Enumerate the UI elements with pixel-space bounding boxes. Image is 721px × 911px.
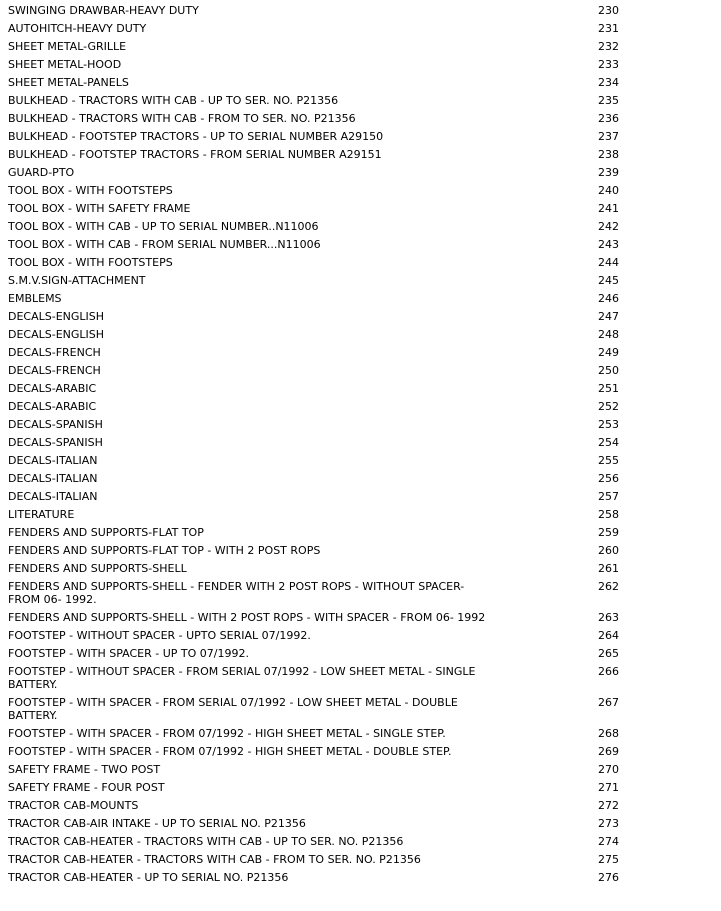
toc-entry-title[interactable]: BULKHEAD - TRACTORS WITH CAB - UP TO SER. NO. P21356 xyxy=(8,94,339,107)
toc-row[interactable] xyxy=(0,471,721,489)
toc-entry-page[interactable]: 252 xyxy=(598,400,619,413)
toc-entry-title[interactable]: FOOTSTEP - WITHOUT SPACER - FROM SERIAL 07/1992 - LOW SHEET METAL - SINGLE BATTERY. xyxy=(8,665,476,691)
toc-entry-title[interactable]: FOOTSTEP - WITHOUT SPACER - UPTO SERIAL 07/1992. xyxy=(8,629,311,642)
toc-entry-title[interactable]: AUTOHITCH-HEAVY DUTY xyxy=(8,22,147,35)
toc-row[interactable] xyxy=(0,870,721,888)
toc-row[interactable] xyxy=(0,183,721,201)
toc-entry-page[interactable]: 248 xyxy=(598,328,619,341)
toc-entry-page[interactable]: 272 xyxy=(598,799,619,812)
toc-row[interactable] xyxy=(0,744,721,762)
toc-entry-title[interactable]: TRACTOR CAB-HEATER - TRACTORS WITH CAB - UP TO SER. NO. P21356 xyxy=(8,835,404,848)
toc-entry-page[interactable]: 246 xyxy=(598,292,619,305)
toc-row[interactable] xyxy=(0,695,721,726)
toc-entry-page[interactable]: 250 xyxy=(598,364,619,377)
toc-row[interactable] xyxy=(0,273,721,291)
toc-entry-page[interactable]: 256 xyxy=(598,472,619,485)
toc-entry-page[interactable]: 257 xyxy=(598,490,619,503)
toc-row[interactable] xyxy=(0,345,721,363)
toc-row[interactable] xyxy=(0,75,721,93)
toc-entry-title[interactable]: DECALS-ITALIAN xyxy=(8,472,98,485)
toc-row[interactable] xyxy=(0,363,721,381)
toc-entry-title[interactable]: DECALS-FRENCH xyxy=(8,346,101,359)
toc-entry-page[interactable]: 243 xyxy=(598,238,619,251)
toc-entry-title[interactable]: DECALS-ENGLISH xyxy=(8,310,105,323)
toc-row[interactable] xyxy=(0,543,721,561)
toc-row[interactable] xyxy=(0,291,721,309)
toc-entry-page[interactable]: 251 xyxy=(598,382,619,395)
toc-entry-title[interactable]: DECALS-ENGLISH xyxy=(8,328,105,341)
toc-row[interactable] xyxy=(0,237,721,255)
toc-entry-page[interactable]: 271 xyxy=(598,781,619,794)
toc-entry-title[interactable]: SHEET METAL-PANELS xyxy=(8,76,129,89)
toc-row[interactable] xyxy=(0,852,721,870)
toc-entry-title[interactable]: DECALS-SPANISH xyxy=(8,418,103,431)
toc-row[interactable] xyxy=(0,664,721,695)
toc-entry-title[interactable]: SAFETY FRAME - FOUR POST xyxy=(8,781,165,794)
toc-entry-page[interactable]: 240 xyxy=(598,184,619,197)
toc-row[interactable] xyxy=(0,93,721,111)
toc-entry-page[interactable]: 236 xyxy=(598,112,619,125)
toc-entry-page[interactable]: 260 xyxy=(598,544,619,557)
toc-entry-page[interactable]: 263 xyxy=(598,611,619,624)
toc-entry-title[interactable]: SHEET METAL-HOOD xyxy=(8,58,122,71)
toc-entry-title[interactable]: SHEET METAL-GRILLE xyxy=(8,40,127,53)
toc-entry-page[interactable]: 268 xyxy=(598,727,619,740)
toc-row[interactable] xyxy=(0,3,721,21)
toc-entry-page[interactable]: 242 xyxy=(598,220,619,233)
toc-entry-title[interactable]: FOOTSTEP - WITH SPACER - FROM SERIAL 07/1992 - LOW SHEET METAL - DOUBLE BATTERY. xyxy=(8,696,458,722)
toc-entry-title[interactable]: DECALS-ARABIC xyxy=(8,382,97,395)
toc-entry-page[interactable]: 266 xyxy=(598,665,619,678)
toc-row[interactable] xyxy=(0,435,721,453)
toc-row[interactable] xyxy=(0,165,721,183)
toc-entry-page[interactable]: 233 xyxy=(598,58,619,71)
toc-entry-title[interactable]: DECALS-ARABIC xyxy=(8,400,97,413)
toc-entry-title[interactable]: FOOTSTEP - WITH SPACER - FROM 07/1992 - HIGH SHEET METAL - SINGLE STEP. xyxy=(8,727,446,740)
toc-entry-title[interactable]: BULKHEAD - FOOTSTEP TRACTORS - FROM SERIAL NUMBER A29151 xyxy=(8,148,382,161)
toc-entry-page[interactable]: 267 xyxy=(598,696,619,709)
toc-entry-title[interactable]: FOOTSTEP - WITH SPACER - FROM 07/1992 - HIGH SHEET METAL - DOUBLE STEP. xyxy=(8,745,452,758)
toc-entry-title[interactable]: FOOTSTEP - WITH SPACER - UP TO 07/1992. xyxy=(8,647,249,660)
toc-entry-page[interactable]: 273 xyxy=(598,817,619,830)
toc-entry-page[interactable]: 262 xyxy=(598,580,619,593)
toc-entry-title[interactable]: TOOL BOX - WITH SAFETY FRAME xyxy=(8,202,191,215)
toc-row[interactable] xyxy=(0,453,721,471)
toc-entry-title[interactable]: FENDERS AND SUPPORTS-SHELL - FENDER WITH 2 POST ROPS - WITHOUT SPACER- FROM 06- 1992. xyxy=(8,580,465,606)
toc-row[interactable] xyxy=(0,111,721,129)
toc-entry-title[interactable]: FENDERS AND SUPPORTS-FLAT TOP xyxy=(8,526,204,539)
toc-row[interactable] xyxy=(0,561,721,579)
toc-entry-page[interactable]: 232 xyxy=(598,40,619,53)
toc-row[interactable] xyxy=(0,327,721,345)
toc-entry-page[interactable]: 231 xyxy=(598,22,619,35)
toc-row[interactable] xyxy=(0,798,721,816)
toc-entry-page[interactable]: 255 xyxy=(598,454,619,467)
toc-entry-title[interactable]: TRACTOR CAB-HEATER - UP TO SERIAL NO. P21356 xyxy=(8,871,289,884)
toc-entry-page[interactable]: 238 xyxy=(598,148,619,161)
toc-entry-title[interactable]: DECALS-SPANISH xyxy=(8,436,103,449)
toc-row[interactable] xyxy=(0,579,721,610)
toc-row[interactable] xyxy=(0,762,721,780)
toc-row[interactable] xyxy=(0,309,721,327)
toc-row[interactable] xyxy=(0,147,721,165)
toc-entry-title[interactable]: FENDERS AND SUPPORTS-FLAT TOP - WITH 2 POST ROPS xyxy=(8,544,321,557)
toc-row[interactable] xyxy=(0,255,721,273)
toc-entry-title[interactable]: SAFETY FRAME - TWO POST xyxy=(8,763,161,776)
toc-row[interactable] xyxy=(0,726,721,744)
toc-entry-page[interactable]: 270 xyxy=(598,763,619,776)
toc-row[interactable] xyxy=(0,610,721,628)
toc-entry-title[interactable]: S.M.V.SIGN-ATTACHMENT xyxy=(8,274,146,287)
toc-row[interactable] xyxy=(0,489,721,507)
toc-entry-title[interactable]: DECALS-FRENCH xyxy=(8,364,101,377)
toc-entry-page[interactable]: 254 xyxy=(598,436,619,449)
toc-row[interactable] xyxy=(0,39,721,57)
toc-row[interactable] xyxy=(0,780,721,798)
toc-entry-page[interactable]: 234 xyxy=(598,76,619,89)
toc-entry-page[interactable]: 259 xyxy=(598,526,619,539)
toc-row[interactable] xyxy=(0,201,721,219)
toc-entry-page[interactable]: 237 xyxy=(598,130,619,143)
toc-entry-title[interactable]: TOOL BOX - WITH CAB - FROM SERIAL NUMBER...N11006 xyxy=(8,238,321,251)
toc-row[interactable] xyxy=(0,417,721,435)
toc-row[interactable] xyxy=(0,219,721,237)
toc-entry-title[interactable]: TRACTOR CAB-AIR INTAKE - UP TO SERIAL NO. P21356 xyxy=(8,817,306,830)
toc-entry-page[interactable]: 276 xyxy=(598,871,619,884)
toc-entry-title[interactable]: GUARD-PTO xyxy=(8,166,75,179)
toc-row[interactable] xyxy=(0,507,721,525)
toc-entry-page[interactable]: 275 xyxy=(598,853,619,866)
toc-entry-page[interactable]: 258 xyxy=(598,508,619,521)
toc-row[interactable] xyxy=(0,525,721,543)
toc-entry-title[interactable]: FENDERS AND SUPPORTS-SHELL - WITH 2 POST ROPS - WITH SPACER - FROM 06- 1992 xyxy=(8,611,486,624)
toc-entry-page[interactable]: 249 xyxy=(598,346,619,359)
toc-entry-page[interactable]: 269 xyxy=(598,745,619,758)
toc-entry-page[interactable]: 245 xyxy=(598,274,619,287)
toc-entry-page[interactable]: 274 xyxy=(598,835,619,848)
toc-entry-page[interactable]: 235 xyxy=(598,94,619,107)
toc-entry-title[interactable]: TOOL BOX - WITH CAB - UP TO SERIAL NUMBER..N11006 xyxy=(8,220,319,233)
toc-entry-page[interactable]: 230 xyxy=(598,4,619,17)
toc-entry-title[interactable]: FENDERS AND SUPPORTS-SHELL xyxy=(8,562,187,575)
toc-row[interactable] xyxy=(0,21,721,39)
toc-row[interactable] xyxy=(0,646,721,664)
toc-entry-title[interactable]: DECALS-ITALIAN xyxy=(8,454,98,467)
toc-entry-page[interactable]: 264 xyxy=(598,629,619,642)
toc-entry-title[interactable]: TOOL BOX - WITH FOOTSTEPS xyxy=(8,184,173,197)
toc-entry-title[interactable]: TRACTOR CAB-MOUNTS xyxy=(8,799,139,812)
toc-entry-title[interactable]: BULKHEAD - FOOTSTEP TRACTORS - UP TO SERIAL NUMBER A29150 xyxy=(8,130,384,143)
toc-row[interactable] xyxy=(0,129,721,147)
toc-entry-page[interactable]: 239 xyxy=(598,166,619,179)
toc-row[interactable] xyxy=(0,834,721,852)
toc-entry-title[interactable]: TRACTOR CAB-HEATER - TRACTORS WITH CAB - FROM TO SER. NO. P21356 xyxy=(8,853,421,866)
toc-row[interactable] xyxy=(0,399,721,417)
toc-row[interactable] xyxy=(0,628,721,646)
toc-entry-title[interactable]: DECALS-ITALIAN xyxy=(8,490,98,503)
toc-entry-title[interactable]: BULKHEAD - TRACTORS WITH CAB - FROM TO SER. NO. P21356 xyxy=(8,112,356,125)
toc-row[interactable] xyxy=(0,816,721,834)
toc-entry-title[interactable]: TOOL BOX - WITH FOOTSTEPS xyxy=(8,256,173,269)
toc-entry-page[interactable]: 241 xyxy=(598,202,619,215)
toc-entry-title[interactable]: SWINGING DRAWBAR-HEAVY DUTY xyxy=(8,4,199,17)
toc-entry-page[interactable]: 253 xyxy=(598,418,619,431)
toc-entry-page[interactable]: 247 xyxy=(598,310,619,323)
toc-entry-page[interactable]: 244 xyxy=(598,256,619,269)
toc-row[interactable] xyxy=(0,57,721,75)
toc-row[interactable] xyxy=(0,381,721,399)
toc-entry-page[interactable]: 261 xyxy=(598,562,619,575)
toc-entry-title[interactable]: LITERATURE xyxy=(8,508,75,521)
toc-entry-title[interactable]: EMBLEMS xyxy=(8,292,62,305)
toc-entry-page[interactable]: 265 xyxy=(598,647,619,660)
